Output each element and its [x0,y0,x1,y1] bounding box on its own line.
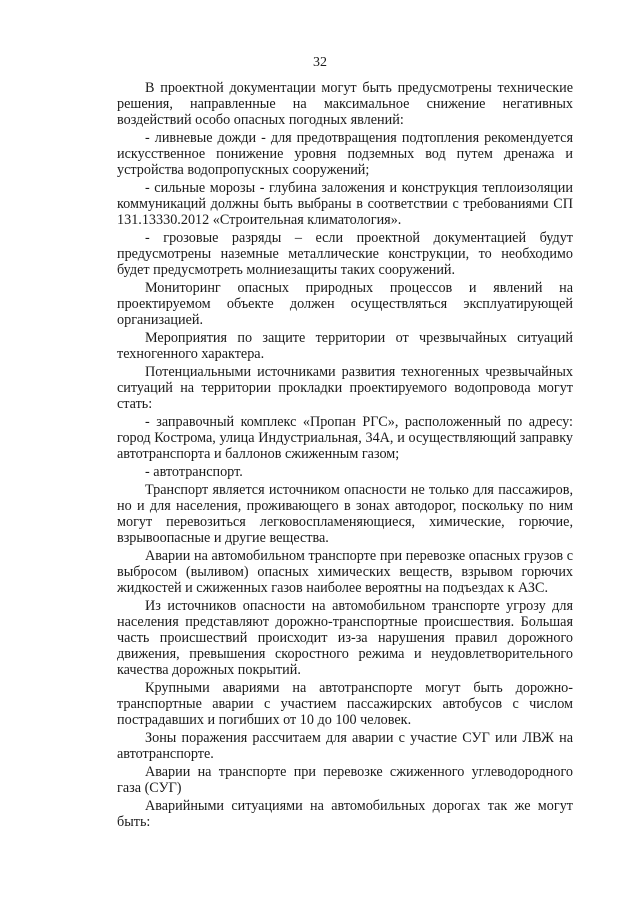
paragraph: - грозовые разряды – если проектной документацией будут предусмотрены наземные металлические конструкции, то необходимо будет предусмотреть молниезащиты таких сооружений. [117,230,573,278]
text-body [117,80,573,832]
page-number: 32 [313,55,327,70]
paragraph: - сильные морозы - глубина заложения и конструкция теплоизоляции коммуникаций должны быть выбраны в соответствии с требованиями СП 131.13330.2012 «Строительная климатология». [117,180,573,228]
paragraph: Потенциальными источниками развития техногенных чрезвычайных ситуаций на территории прокладки проектируемого водопровода могут стать: [117,364,573,412]
paragraph: - заправочный комплекс «Пропан РГС», расположенный по адресу: город Кострома, улица Индустриальная, 34А, и осуществляющий заправку автотранспорта и баллонов сжиженным газом; [117,414,573,462]
paragraph: - ливневые дожди - для предотвращения подтопления рекомендуется искусственное понижение уровня подземных вод путем дренажа и устройства водопропускных сооружений; [117,130,573,178]
paragraph: Мониторинг опасных природных процессов и явлений на проектируемом объекте должен осуществляться эксплуатирующей организацией. [117,280,573,328]
paragraph: Аварии на транспорте при перевозке сжиженного углеводородного газа (СУГ) [117,764,573,796]
paragraph: Аварии на автомобильном транспорте при перевозке опасных грузов с выбросом (выливом) опасных химических веществ, взрывом горючих жидкостей и сжиженных газов наиболее вероятны на подъездах к АЗС. [117,548,573,596]
paragraph: Аварийными ситуациями на автомобильных дорогах так же могут быть: [117,798,573,830]
paragraph: Крупными авариями на автотранспорте могут быть дорожно-транспортные аварии с участием пассажирских автобусов с числом пострадавших и погибших от 10 до 100 человек. [117,680,573,728]
paragraph: Зоны поражения рассчитаем для аварии с участие СУГ или ЛВЖ на автотранспорте. [117,730,573,762]
paragraph: Из источников опасности на автомобильном транспорте угрозу для населения представляют дорожно-транспортные происшествия. Большая часть происшествий происходит из-за нарушения правил дорожного движения, превышения скоростного режима и неудовлетворительного качества дорожных покрытий. [117,598,573,678]
paragraph: Транспорт является источником опасности не только для пассажиров, но и для населения, проживающего в зонах автодорог, поскольку по ним могут перевозиться легковоспламеняющиеся, химические, горючие, взрывоопасные и другие вещества. [117,482,573,546]
paragraph: - автотранспорт. [145,464,243,480]
paragraph: В проектной документации могут быть предусмотрены технические решения, направленные на максимальное снижение негативных воздействий особо опасных погодных явлений: [117,80,573,128]
paragraph: Мероприятия по защите территории от чрезвычайных ситуаций техногенного характера. [117,330,573,362]
